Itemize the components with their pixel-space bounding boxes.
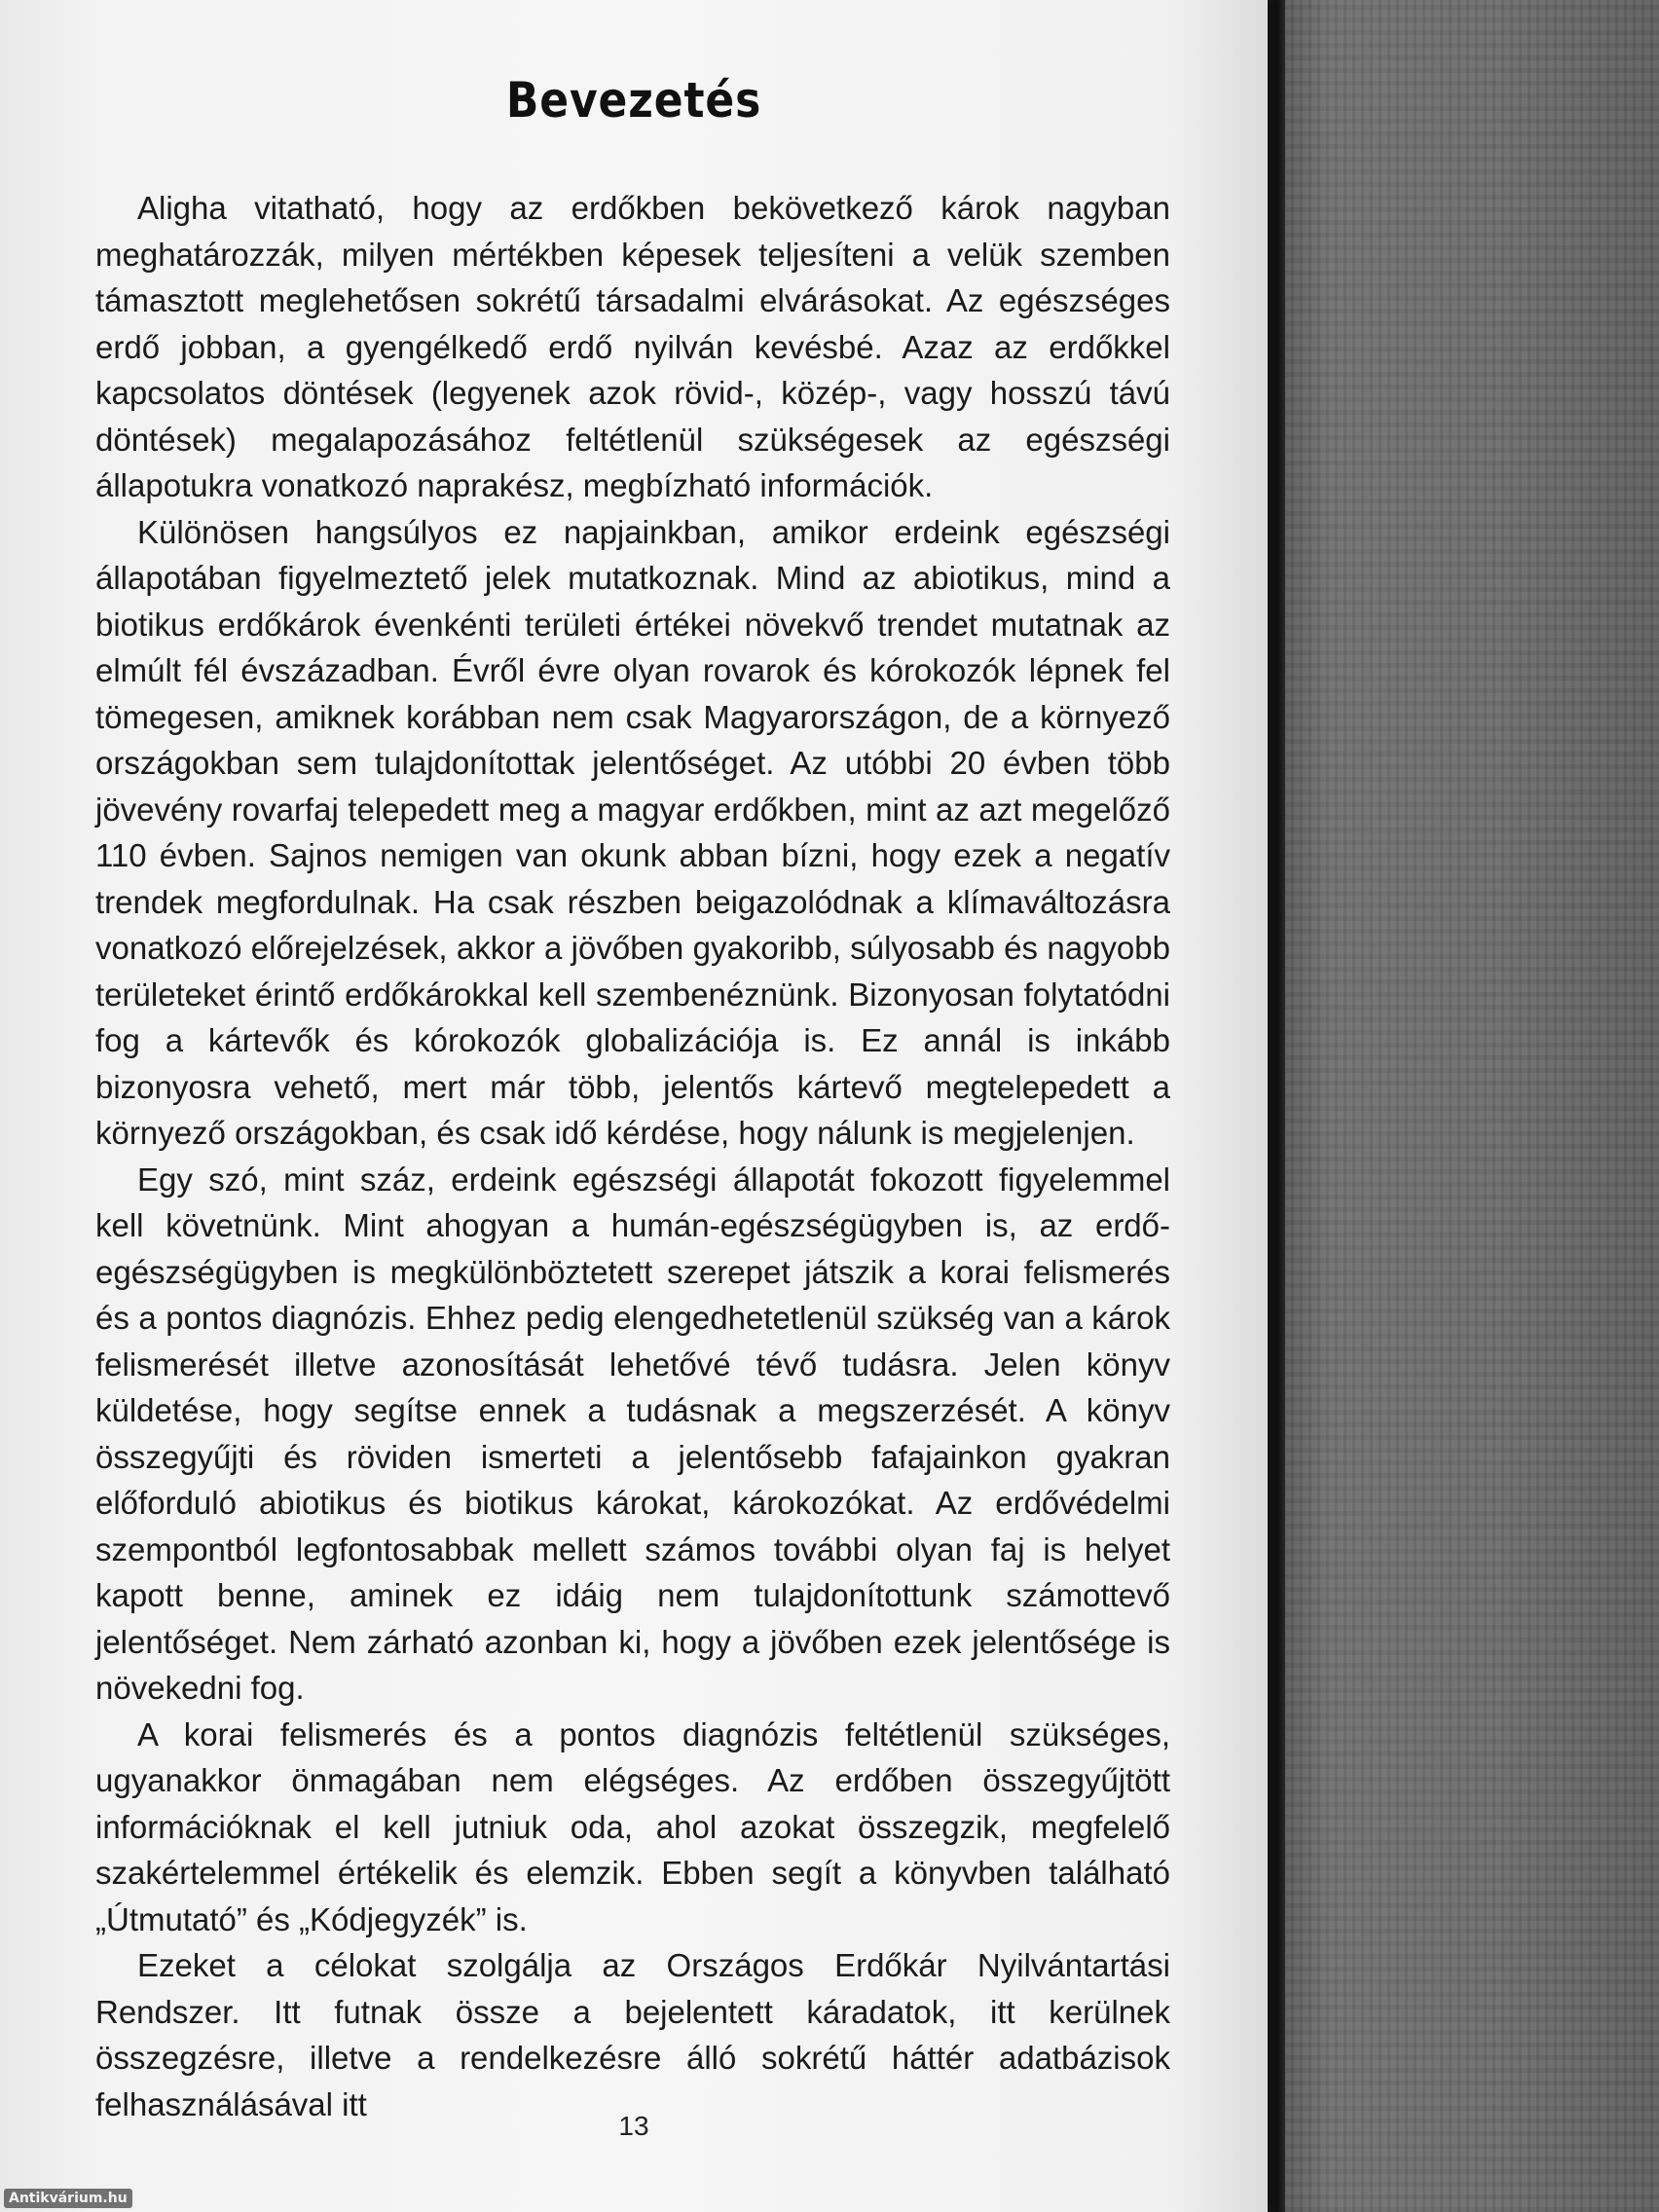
paragraph: Aligha vitatható, hogy az erdőkben bekövetkező károk nagyban meghatározzák, milyen mértékben képesek teljesíteni a velük szemben támasztott meglehetősen sokrétű társadalmi elvárásokat. Az egészséges erdő jobban, a gyengélkedő erdő nyilván kevésbé. Azaz az erdőkkel kapcsolatos döntések (legyenek azok rövid-, közép-, vagy hosszú távú döntések) megalapozásához feltétlenül szükségesek az egészségi állapotukra vonatkozó naprakész, megbízható információk. — [95, 190, 1170, 503]
chapter-title: Bevezetés — [505, 72, 762, 129]
paragraph: Különösen hangsúlyos ez napjainkban, amikor erdeink egészségi állapotában figyelmeztető jelek mutatkoznak. Mind az abiotikus, mind a biotikus erdőkárok évenkénti területi értékei növekvő trendet mutatnak az elmúlt fél évszázadban. Évről évre olyan rovarok és kórokozók lépnek fel tömegesen, amiknek korábban nem csak Magyarországon, de a környező országokban sem tulajdonítottak jelentőséget. Az utóbbi 20 évben több jövevény rovarfaj telepedett meg a magyar erdőkben, mint az azt megelőző 110 évben. Sajnos nemigen van okunk abban bízni, hogy ezek a negatív trendek megfordulnak. Ha csak részben beigazolódnak a klímaváltozásra vonatkozó előrejelzések, akkor a jövőben gyakoribb, súlyosabb és nagyobb területeket érintő erdőkárokkal kell szembenéznünk. Bizonyosan folytatódni fog a kártevők és kórokozók globalizációja is. Ez annál is inkább bizonyosra vehető, mert már több, jelentős kártevő megtelepedett a környező országokban, és csak idő kérdése, hogy nálunk is megjelenjen. — [95, 513, 1170, 1151]
site-watermark: Antikvárium.hu — [4, 2189, 132, 2208]
paragraph: Egy szó, mint száz, erdeink egészségi állapotát fokozott figyelemmel kell követnünk. Mint ahogyan a humán-egészségügyben is, az erdő-egészségügyben is megkülönböztetett szerepet játszik a korai felismerés és a pontos diagnózis. Ehhez pedig elengedhetetlenül szükség van a károk felismerését illetve azonosítását lehetővé tévő tudásra. Jelen könyv küldetése, hogy segítse ennek a tudásnak a megszerzését. A könyv összegyűjti és röviden ismerteti a jelentősebb fafajainkon gyakran előforduló abiotikus és biotikus károkat, károkozókat. Az erdővédelmi szempontból legfontosabbak mellett számos további olyan faj is helyet kapott benne, aminek ez idáig nem tulajdonítottunk számottevő jelentőséget. Nem zárható azonban ki, hogy a jövőben ezek jelentősége is növekedni fog. — [95, 1161, 1170, 1706]
paragraph: A korai felismerés és a pontos diagnózis feltétlenül szükséges, ugyanakkor önmagában nem elégséges. Az erdőben összegyűjtött információknak el kell jutniuk oda, ahol azokat összegzik, megfelelő szakértelemmel értékelik és elemzik. Ebben segít a könyvben található „Útmutató” és „Kódjegyzék” is. — [95, 1715, 1170, 1937]
paragraph: Ezeket a célokat szolgálja az Országos Erdőkár Nyilvántartási Rendszer. Itt futnak össze a bejelentett káradatok, itt kerülnek összegzésre, illetve a rendelkezésre álló sokrétű háttér adatbázisok felhasználásával itt — [95, 1947, 1170, 2122]
body-text — [95, 185, 1170, 2127]
background-surface — [1256, 0, 1659, 2212]
book-cover-edge — [1266, 0, 1285, 2212]
page-number: 13 — [618, 2111, 649, 2141]
